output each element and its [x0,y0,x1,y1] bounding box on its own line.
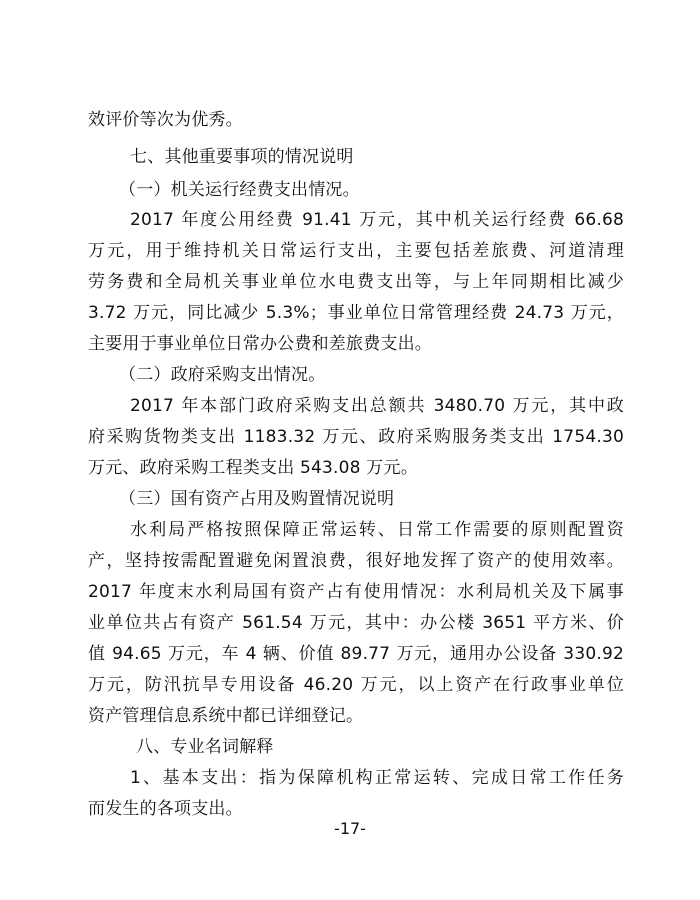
text-line: 效评价等次为优秀。 [88,110,243,130]
text-line: 产，坚持按需配置避免闲置浪费，很好地发挥了资产的使用效率。 [88,551,624,571]
section-heading: 八、专业名词解释 [136,737,274,757]
page-number: -17- [334,819,366,838]
text-line: 而发生的各项支出。 [88,799,243,819]
subsection-heading: （二）政府采购支出情况。 [119,365,326,385]
text-line: 3.72 万元，同比减少 5.3%；事业单位日常管理经费 24.73 万元， [88,303,624,323]
text-line: 业单位共占有资产 561.54 万元，其中：办公楼 3651 平方米、价 [88,613,624,633]
text-line: 劳务费和全局机关事业单位水电费支出等，与上年同期相比减少 [88,272,624,292]
text-line: 2017 年度末水利局国有资产占有使用情况：水利局机关及下属事 [88,582,624,602]
text-line: 主要用于事业单位日常办公费和差旅费支出。 [88,334,432,354]
text-line: 万元，防汛抗旱专用设备 46.20 万元，以上资产在行政事业单位 [88,675,624,695]
text-line: 府采购货物类支出 1183.32 万元、政府采购服务类支出 1754.30 [88,427,624,447]
text-line: 2017 年本部门政府采购支出总额共 3480.70 万元，其中政 [130,396,624,416]
text-line: 2017 年度公用经费 91.41 万元，其中机关运行经费 66.68 [130,210,624,230]
text-line: 值 94.65 万元，车 4 辆、价值 89.77 万元，通用办公设备 330.92 [88,644,624,664]
text-line: 1、基本支出：指为保障机构正常运转、完成日常工作任务 [130,768,624,788]
subsection-heading: （三）国有资产占用及购置情况说明 [119,489,395,509]
subsection-heading: （一）机关运行经费支出情况。 [119,180,360,200]
text-line: 水利局严格按照保障正常运转、日常工作需要的原则配置资 [130,520,624,540]
text-line: 资产管理信息系统中都已详细登记。 [88,706,364,726]
section-heading: 七、其他重要事项的情况说明 [130,147,354,167]
text-line: 万元，用于维持机关日常运行支出，主要包括差旅费、河道清理 [88,241,624,261]
text-line: 万元、政府采购工程类支出 543.08 万元。 [88,458,418,478]
